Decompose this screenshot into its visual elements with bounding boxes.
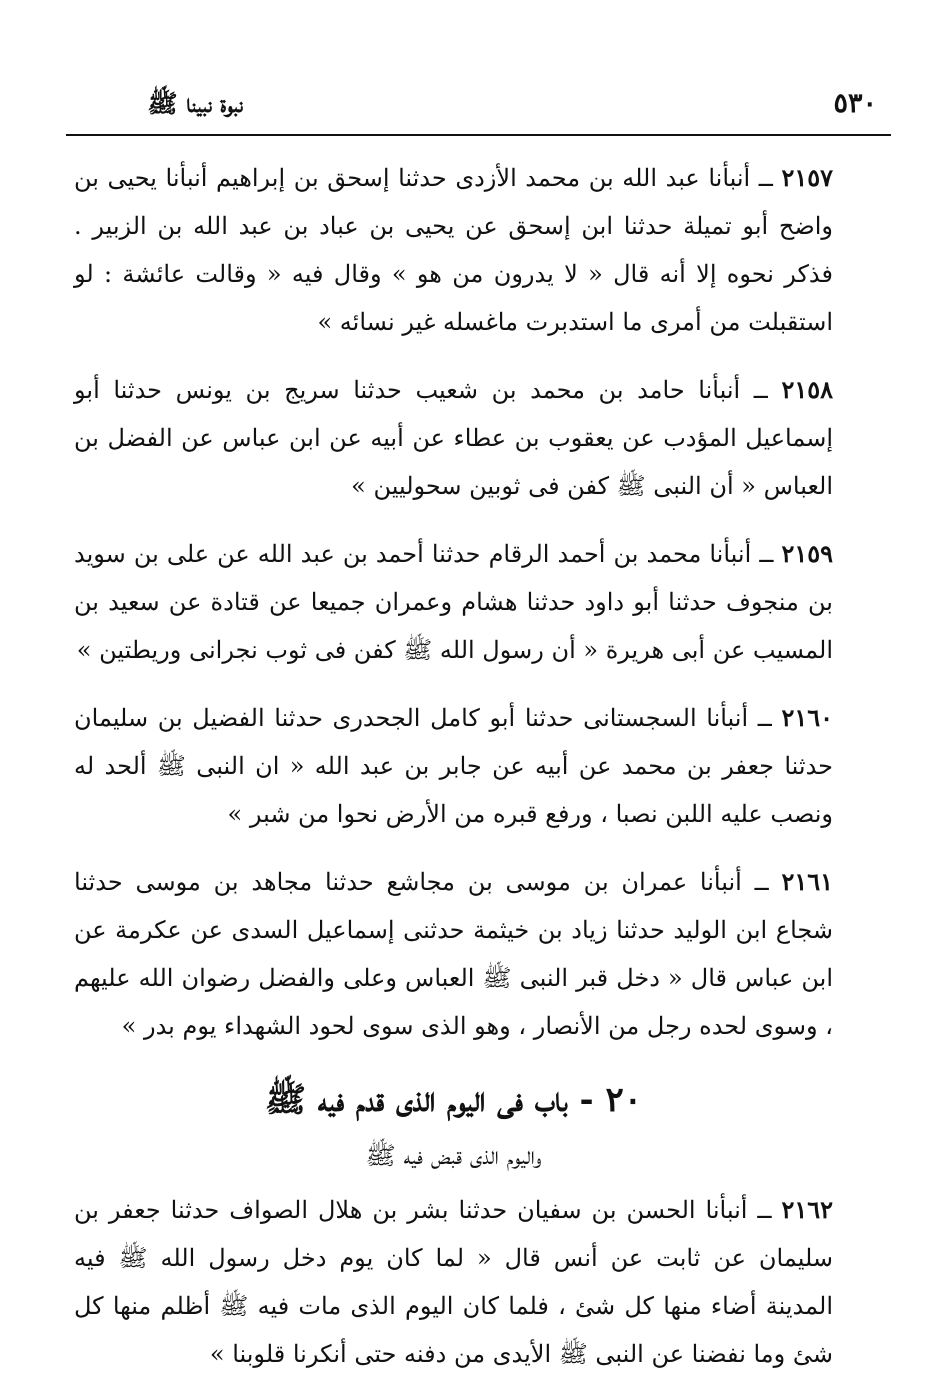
page-header — [66, 82, 883, 132]
chapter-heading — [74, 1070, 833, 1182]
hadith-text: ــ أنبأنا السجستانى حدثنا أبو كامل الجحدرى حدثنا الفضيل بن سليمان حدثنا جعفر بن محمد عن أبيه عن جابر بن عبد الله « ان النبى ﷺ ألحد له ونصب عليه اللبن نصبا ، ورفع قبره من الأرض نحوا من شبر » — [74, 704, 833, 828]
hadith-text: ــ أنبأنا الحسن بن سفيان حدثنا بشر بن هلال الصواف حدثنا جعفر بن سليمان عن ثابت عن أنس قال « لما كان يوم دخل رسول الله ﷺ فيه المدينة أضاء منها كل شئ ، فلما كان اليوم الذى مات فيه ﷺ أظلم منها كل شئ وما نفضنا عن النبى ﷺ الأيدى من دفنه حتى أنكرنا قلوبنا » — [74, 1196, 833, 1368]
page-number: ٥٣٠ — [833, 88, 877, 119]
hadith-text: ــ أنبأنا عبد الله بن محمد الأزدى حدثنا إسحق بن إبراهيم أنبأنا يحيى بن واضح أبو تميلة حدثنا ابن إسحق عن يحيى بن عباد بن عبد الله بن الزبير . فذكر نحوه إلا أنه قال « لا يدرون من هو » وقال فيه « وقالت عائشة : لو استقبلت من أمرى ما استدبرت ماغسله غير نسائه » — [74, 164, 834, 336]
hadith-number: ٢١٥٩ — [781, 539, 833, 568]
running-title: نبوة نبينا ﷺ — [147, 89, 243, 118]
hadith-paragraph — [74, 530, 833, 674]
hadith-paragraph — [74, 366, 833, 510]
hadith-text: ــ أنبأنا حامد بن محمد بن شعيب حدثنا سريج بن يونس حدثنا أبو إسماعيل المؤدب عن يعقوب بن عطاء عن أبيه عن ابن عباس عن الفضل بن العباس « أن النبى ﷺ كفن فى ثوبين سحوليين » — [74, 376, 833, 500]
chapter-subtitle: واليوم الذى قبض فيه ﷺ — [365, 1141, 542, 1170]
header-divider — [66, 134, 891, 136]
hadith-text: ــ أنبأنا عمران بن موسى بن مجاشع حدثنا مجاهد بن موسى حدثنا شجاع ابن الوليد حدثنا زياد بن خيثمة حدثنى إسماعيل السدى عن عكرمة عن ابن عباس قال « دخل قبر النبى ﷺ العباس وعلى والفضل رضوان الله عليهم ، وسوى لحده رجل من الأنصار ، وهو الذى سوى لحود الشهداء يوم بدر » — [74, 868, 834, 1040]
hadith-paragraph — [74, 858, 833, 1050]
chapter-title: ٢٠ - باب فى اليوم الذى قدم فيه ﷺ — [264, 1080, 643, 1120]
hadith-number: ٢١٦٢ — [781, 1195, 833, 1224]
hadith-paragraph — [74, 154, 833, 346]
hadith-number: ٢١٦١ — [781, 867, 833, 896]
page-body — [74, 154, 833, 1398]
hadith-paragraph — [74, 1186, 833, 1378]
hadith-paragraph — [74, 694, 833, 838]
hadith-number: ٢١٥٨ — [781, 375, 833, 404]
hadith-number: ٢١٦٠ — [781, 703, 833, 732]
hadith-number: ٢١٥٧ — [781, 163, 833, 192]
hadith-text: ــ أنبأنا محمد بن أحمد الرقام حدثنا أحمد بن عبد الله عن على بن سويد بن منجوف حدثنا أبو داود حدثنا هشام وعمران جميعا عن قتادة عن سعيد بن المسيب عن أبى هريرة « أن رسول الله ﷺ كفن فى ثوب نجرانى وريطتين » — [74, 540, 833, 664]
